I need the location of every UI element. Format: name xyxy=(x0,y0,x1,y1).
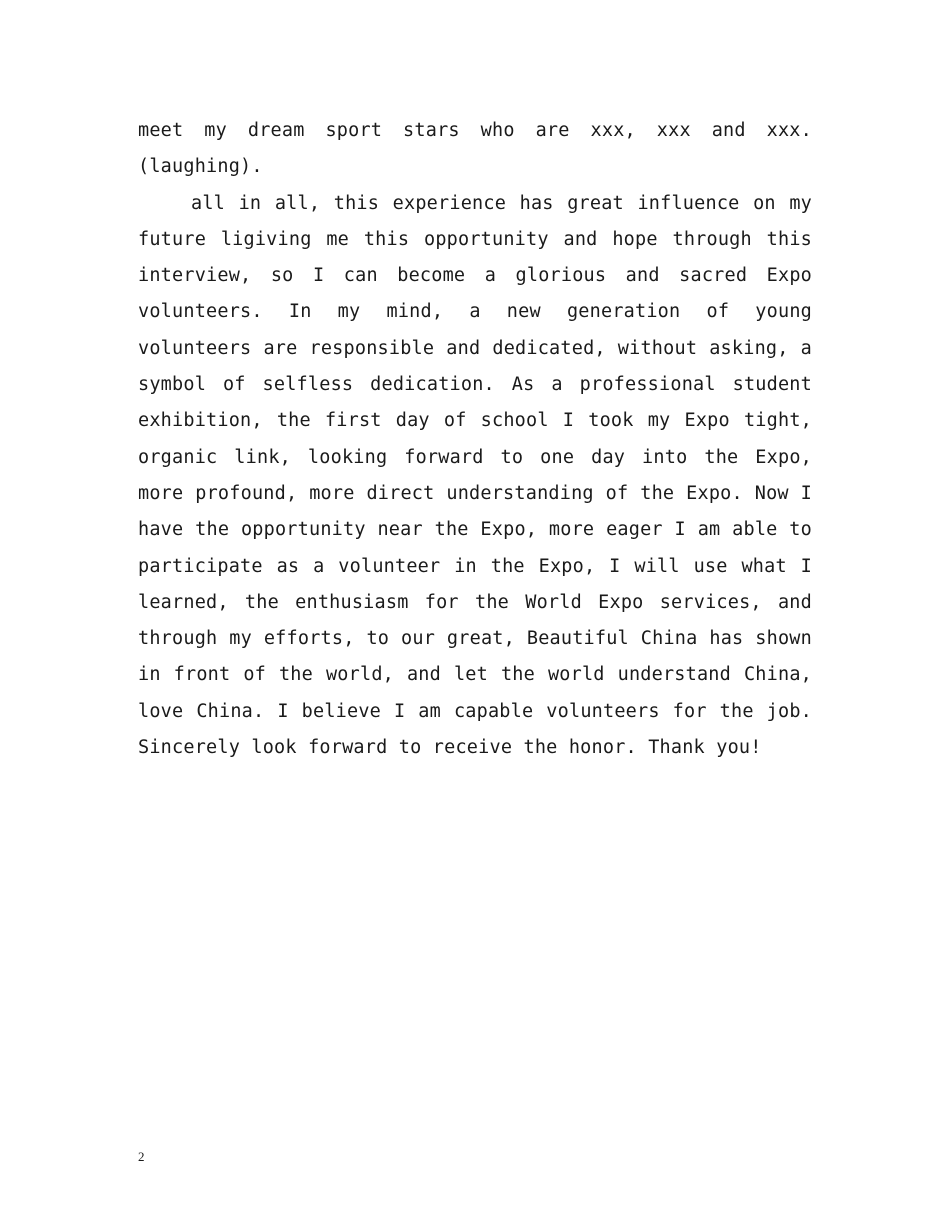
paragraph-conclusion: all in all, this experience has great influence on my future ligiving me this opportunity and hope through this interview, so I can become a glorious and sacred Expo volunteers. In my mind, a new generation of young volunteers are responsible and dedicated, without asking, a symbol of selfless dedication. As a professional student exhibition, the first day of school I took my Expo tight, organic link, looking forward to one day into the Expo, more profound, more direct understanding of the Expo. Now I have the opportunity near the Expo, more eager I am able to participate as a volunteer in the Expo, I will use what I learned, the enthusiasm for the World Expo services, and through my efforts, to our great, Beautiful China has shown in front of the world, and let the world understand China, love China. I believe I am capable volunteers for the job. Sincerely look forward to receive the honor. Thank you! xyxy=(138,192,812,759)
page-number: 2 xyxy=(138,1149,145,1164)
document-body xyxy=(138,113,812,766)
paragraph-continuation: meet my dream sport stars who are xxx, xxx and xxx. (laughing). xyxy=(138,120,812,178)
